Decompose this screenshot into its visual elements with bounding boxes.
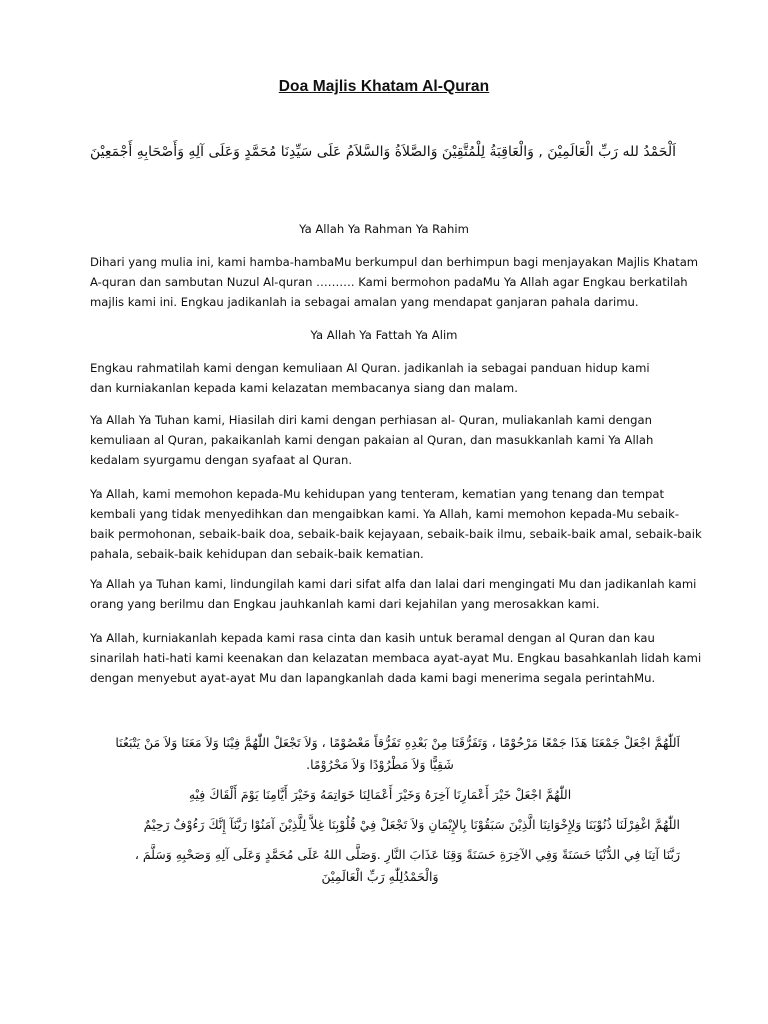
paragraph-3-line: Ya Allah Ya Tuhan kami, Hiasilah diri kami dengan perhiasan al- Quran, muliakanlah kami dengan — [90, 413, 652, 427]
paragraph-5 — [90, 574, 697, 614]
paragraph-5-line: Ya Allah ya Tuhan kami, lindungilah kami dari sifat alfa dan lalai dari mengingati Mu dan jadikanlah kami — [90, 577, 697, 591]
paragraph-2-line: dan kurniakanlan kepada kami kelazatan membacanya siang dan malam. — [90, 381, 518, 395]
paragraph-4-line: kembali yang tidak menyedihkan dan mengaibkan kami. Ya Allah, kami memohon kepada-Mu sebaik- — [90, 507, 680, 521]
closing-arabic-line: اَللّٰهُمَّ اجْعَلْ جَمْعَنَا هَذَا جَمْعًا مَرْحُوْمًا ، وَتَفَرُّقَنَا مِنْ بَعْدِهِ تَفَرُّقاً مَعْصُوْمًا ، وَلاَ تَجْعَلْ اللّٰهُمَّ فِيْنَا وَلاَ مَعَنَا وَلاَ مَنْ يَتْبَعُنَا — [115, 735, 680, 750]
paragraph-1-line: A-quran dan sambutan Nuzul Al-quran ………. Kami bermohon padaMu Ya Allah agar Engkau berkatilah — [90, 275, 688, 289]
paragraph-5-line: orang yang berilmu dan Engkau jauhkanlah kami dari kejahilan yang merosakkan kami. — [90, 597, 600, 611]
heading-ya-allah-ya-rahman: Ya Allah Ya Rahman Ya Rahim — [299, 222, 469, 236]
paragraph-3 — [90, 410, 680, 470]
closing-arabic-line: شَقِيًّا وَلاَ مَطْرُوْدًا وَلاَ مَحْرُوْمًا. — [306, 757, 454, 772]
document-title: Doa Majlis Khatam Al-Quran — [278, 78, 490, 95]
closing-arabic-line: اللّٰهُمَّ اجْعَلْ خَيْرَ أَعْمَارِنَا آخِرَهُ وَخَيْرَ أَعْمَالِنَا خَوَاتِمَهُ وَخَيْرَ أَيَّامِنَا يَوْمَ أَلْقَاكَ فِيْهِ — [188, 787, 572, 802]
paragraph-1-line: majlis kami ini. Engkau jadikanlah ia sebagai amalan yang mendapat ganjaran pahala darimu. — [90, 295, 639, 309]
closing-arabic-line: اللّٰهُمَّ اغْفِرْلَنَا ذُنُوْبَنَا وَلِإِخْوَانِنَا الَّذِيْنَ سَبَقُوْنَا بِالإِيْمَانِ وَلاَ تَجْعَلْ فِيْ قُلُوْبِنَا غِلاًّ لِلَّذِيْنَ آمَنُوْا رَبَّنَآ إِنَّكَ رَءُوْفٌ رَحِيْمٌ — [143, 817, 680, 832]
paragraph-4-line: pahala, sebaik-baik kehidupan dan sebaik-baik kematian. — [90, 547, 424, 561]
opening-arabic-prayer: اَلْحَمْدُ لله رَبِّ الْعَالَمِيْنَ , وَالْعَاقِبَةُ لِلْمُتَّقِيْنَ وَالصَّلاَةُ وَالسَّلاَمُ عَلَى سَيِّدِنَا مُحَمَّدٍ وَعَلَى آلِهِ وَأَصْحَابِهِ أَجْمَعِيْنَ — [89, 144, 676, 160]
paragraph-6-line: Ya Allah, kurniakanlah kepada kami rasa cinta dan kasih untuk beramal dengan al Quran dan kau — [90, 631, 655, 645]
paragraph-6 — [90, 628, 702, 688]
closing-arabic-line: رَبَّنَا آتِنَا فِي الدُّنْيَا حَسَنَةً وَفِي الآخِرَةِ حَسَنَةً وَقِنَا عَذَابَ النَّارِ .وَصَلَّى اللهُ عَلَى مُحَمَّدٍ وَعَلَى آلِهِ وَصَحْبِهِ وَسَلَّمَ ، — [134, 847, 680, 862]
paragraph-6-line: dengan menyebut ayat-ayat Mu dan lapangkanlah dada kami bagi menerima segala perintahMu. — [90, 671, 656, 685]
paragraph-1 — [90, 252, 699, 312]
paragraph-4-line: baik permohonan, sebaik-baik doa, sebaik-baik kejayaan, sebaik-baik ilmu, sebaik-baik amal, sebaik-baik — [90, 527, 702, 541]
paragraph-2 — [90, 358, 680, 398]
paragraph-6-line: sinarilah hati-hati kami keenakan dan kelazatan membaca ayat-ayat Mu. Engkau basahkanlah lidah kami — [90, 651, 702, 665]
closing-arabic-line: وَالْحَمْدُلِلّٰهِ رَبِّ الْعَالَمِيْنَ — [321, 869, 439, 884]
paragraph-2-line: Engkau rahmatilah kami dengan kemuliaan Al Quran. jadikanlah ia sebagai panduan hidup kami — [90, 361, 650, 375]
heading-ya-allah-ya-fattah: Ya Allah Ya Fattah Ya Alim — [310, 328, 458, 342]
paragraph-1-line: Dihari yang mulia ini, kami hamba-hambaMu berkumpul dan berhimpun bagi menjayakan Majlis Khatam — [90, 255, 699, 269]
closing-arabic-prayer — [80, 732, 680, 888]
paragraph-4-line: Ya Allah, kami memohon kepada-Mu kehidupan yang tenteram, kematian yang tenang dan tempat — [90, 487, 665, 501]
paragraph-3-line: kedalam syurgamu dengan syafaat al Quran. — [90, 453, 353, 467]
paragraph-3-line: kemuliaan al Quran, pakaikanlah kami dengan pakaian al Quran, dan masukkanlah kami Ya Allah — [90, 433, 654, 447]
paragraph-4 — [90, 484, 702, 564]
